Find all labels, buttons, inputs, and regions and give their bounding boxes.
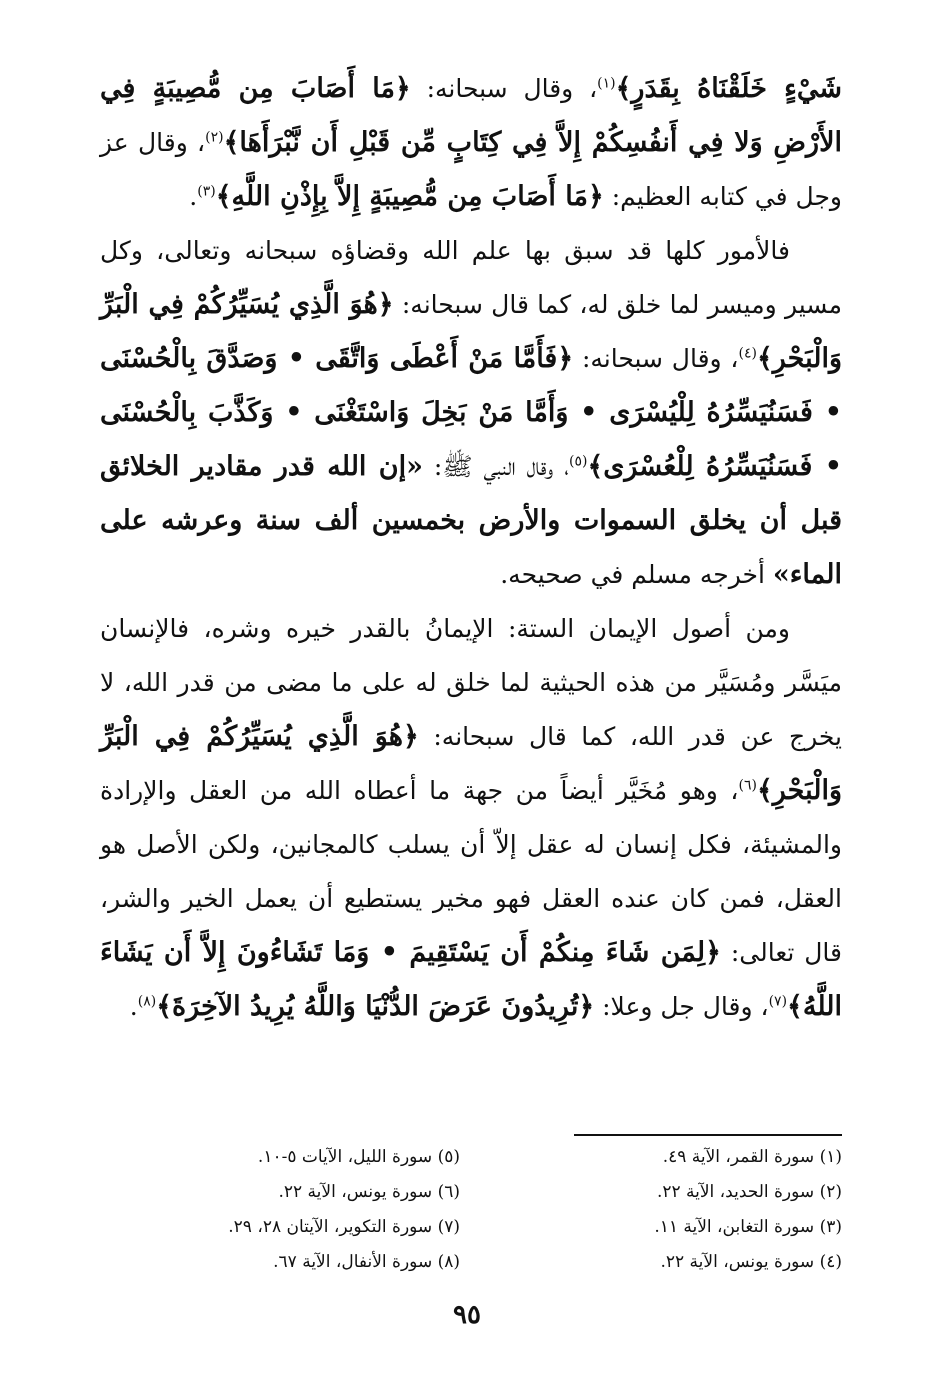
text-run: ، وقال سبحانه: [410,74,598,103]
footnote-separator [574,1134,842,1136]
quoted-text: «إن الله قدر مقادير الخلائق قبل أن يخلق السموات والأرض بخمسين ألف سنة وعرشه على الماء» [100,451,842,590]
text-run: ، وقال سبحانه: [573,344,739,373]
text-run: ، وقال عز وجل في كتابه العظيم: [100,128,842,211]
footnote-8: (٨) سورة الأنفال، الآية ٦٧. [273,1252,460,1272]
footnote-marker: (٤) [738,345,757,362]
footnote-1: (١) سورة القمر، الآية ٤٩. [662,1147,842,1167]
quoted-text: ﴿مَا أَصَابَ مِن مُّصِيبَةٍ إِلاَّ بِإِذْنِ اللَّهِ﴾ [215,181,604,212]
footnote-marker: (٢) [205,129,224,146]
footnote-6: (٦) سورة يونس، الآية ٢٢. [278,1182,460,1202]
quoted-text: ﴿تُرِيدُونَ عَرَضَ الدُّنْيَا وَاللَّهُ يُرِيدُ الآخِرَةَ﴾ [156,991,595,1022]
quoted-text: ﴿فَأَمَّا مَنْ أَعْطَى وَاتَّقَى • وَصَدَّقَ بِالْحُسْنَى • فَسَنُيَسِّرُهُ لِلْيُسْرَى • وَأَمَّا مَنْ بَخِلَ وَاسْتَغْنَى • وَكَذَّبَ بِالْحُسْنَى • فَسَنُيَسِّرُهُ لِلْعُسْرَى﴾ [100,343,843,482]
footnotes-right-column [482,1140,842,1280]
text-run: . [189,182,198,211]
footnote-marker: (٣) [197,183,216,200]
paragraph-3 [100,602,842,1034]
footnote-4: (٤) سورة يونس، الآية ٢٢. [660,1252,842,1272]
text-run: ، وقال جل وعلا: [594,992,769,1021]
text-run: فالأمور كلها قد سبق بها علم الله وقضاؤه سبحانه وتعالى، وكل مسير وميسر لما خلق له، كما قال سبحانه: [100,236,842,319]
footnote-2: (٢) سورة الحديد، الآية ٢٢. [656,1182,842,1202]
text-run: . [129,992,138,1021]
text-run: ، وهو مُخَيَّر أيضاً من جهة ما أعطاه الله من العقل والإرادة والمشيئة، فكل إنسان له عقل إلاّ أن يسلب كالمجانين، ولكن الأصل هو العقل، فمن كان عنده العقل فهو مخير يستطيع أن يعمل الخير والشر، قال تعالى: [100,776,842,967]
footnote-7: (٧) سورة التكوير، الآيتان ٢٨، ٢٩. [228,1217,460,1237]
footnotes-left-column [100,1140,460,1280]
footnote-marker: (٦) [738,777,757,794]
footnote-3: (٣) سورة التغابن، الآية ١١. [654,1217,842,1237]
footnote-marker: (٥) [569,453,588,470]
text-run: أخرجه مسلم في صحيحه. [500,560,773,589]
quoted-text: ﴿هُوَ الَّذِي يُسَيِّرُكُمْ فِي الْبَرِّ وَالْبَحْرِ﴾ [100,289,842,374]
paragraph-2 [100,224,842,602]
footnotes [100,1140,842,1280]
quoted-text: ﴿هُوَ الَّذِي يُسَيِّرُكُمْ فِي الْبَرِّ وَالْبَحْرِ﴾ [100,721,842,806]
text-run: ومن أصول الإيمان الستة: الإيمانُ بالقدر خيره وشره، فالإنسان ميَسَّر ومُسَيَّر من هذه الحيثية لما خلق له على ما مضى من قدر الله، لا يخرج عن قدر الله، كما قال سبحانه: [100,614,843,751]
footnote-marker: (٧) [768,993,788,1010]
footnote-5: (٥) سورة الليل، الآيات ٥-١٠. [257,1147,460,1167]
page-number: ٩٥ [453,1300,481,1330]
paragraph-1 [100,62,842,224]
footnote-marker: (١) [597,75,616,92]
quoted-text: شَيْءٍ خَلَقْنَاهُ بِقَدَرٍ﴾ [615,73,842,104]
body-text [100,62,842,1034]
quoted-text: ﴿لِمَن شَاءَ مِنكُمْ أَن يَسْتَقِيمَ • وَمَا تَشَاءُونَ إِلاَّ أَن يَشَاءَ اللَّهُ﴾ [100,937,842,1022]
footnote-marker: (٨) [137,993,157,1010]
quoted-text: ﴿مَا أَصَابَ مِن مُّصِيبَةٍ فِي الأَرْضِ وَلا فِي أَنفُسِكُمْ إِلاَّ فِي كِتَابٍ مِّن قَبْلِ أَن نَّبْرَأَهَا﴾ [100,73,842,158]
text-run: ، وقال النبي ﷺ: [423,452,569,481]
